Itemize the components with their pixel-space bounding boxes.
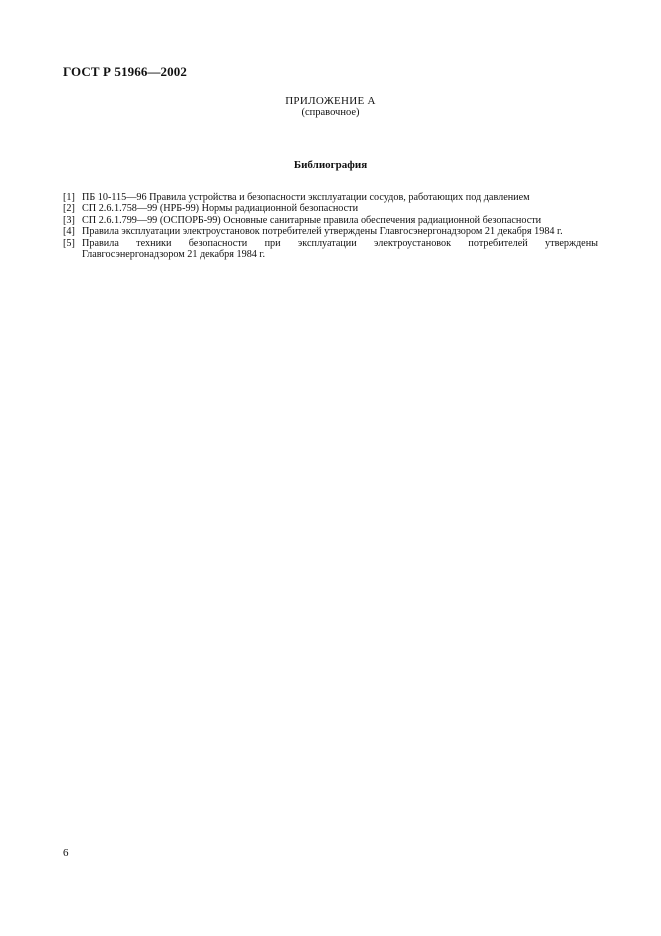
- reference-text: Правила техники безопасности при эксплуатации электроустановок потребителей утверждены Главгосэнергонадзором 21 декабря 1984 г.: [82, 237, 598, 261]
- page-number: 6: [63, 847, 69, 859]
- bibliography-item: [63, 192, 598, 203]
- reference-text: СП 2.6.1.758—99 (НРБ-99) Нормы радиационной безопасности: [82, 203, 359, 215]
- reference-number: [2]: [63, 203, 75, 215]
- reference-number: [4]: [63, 226, 75, 238]
- bibliography-item: [63, 226, 598, 237]
- document-code: ГОСТ Р 51966—2002: [63, 64, 187, 79]
- reference-text: ПБ 10-115—96 Правила устройства и безопасности эксплуатации сосудов, работающих под давлением: [82, 192, 530, 203]
- reference-number: [1]: [63, 192, 75, 203]
- reference-number: [5]: [63, 237, 75, 249]
- reference-number: [3]: [63, 214, 75, 226]
- bibliography-item: [63, 215, 598, 226]
- appendix-subtitle: (справочное): [301, 107, 360, 118]
- bibliography-item: [63, 203, 598, 214]
- reference-text: СП 2.6.1.799—99 (ОСПОРБ-99) Основные санитарные правила обеспечения радиационной безопасности: [82, 214, 542, 226]
- reference-text: Правила эксплуатации электроустановок потребителей утверждены Главгосэнергонадзором 21 декабря 1984 г.: [82, 226, 563, 238]
- bibliography-item: [63, 238, 598, 261]
- bibliography-heading: Библиография: [293, 159, 368, 171]
- appendix-header: [0, 95, 661, 118]
- appendix-title: ПРИЛОЖЕНИЕ А: [285, 95, 376, 107]
- bibliography-list: [63, 192, 598, 260]
